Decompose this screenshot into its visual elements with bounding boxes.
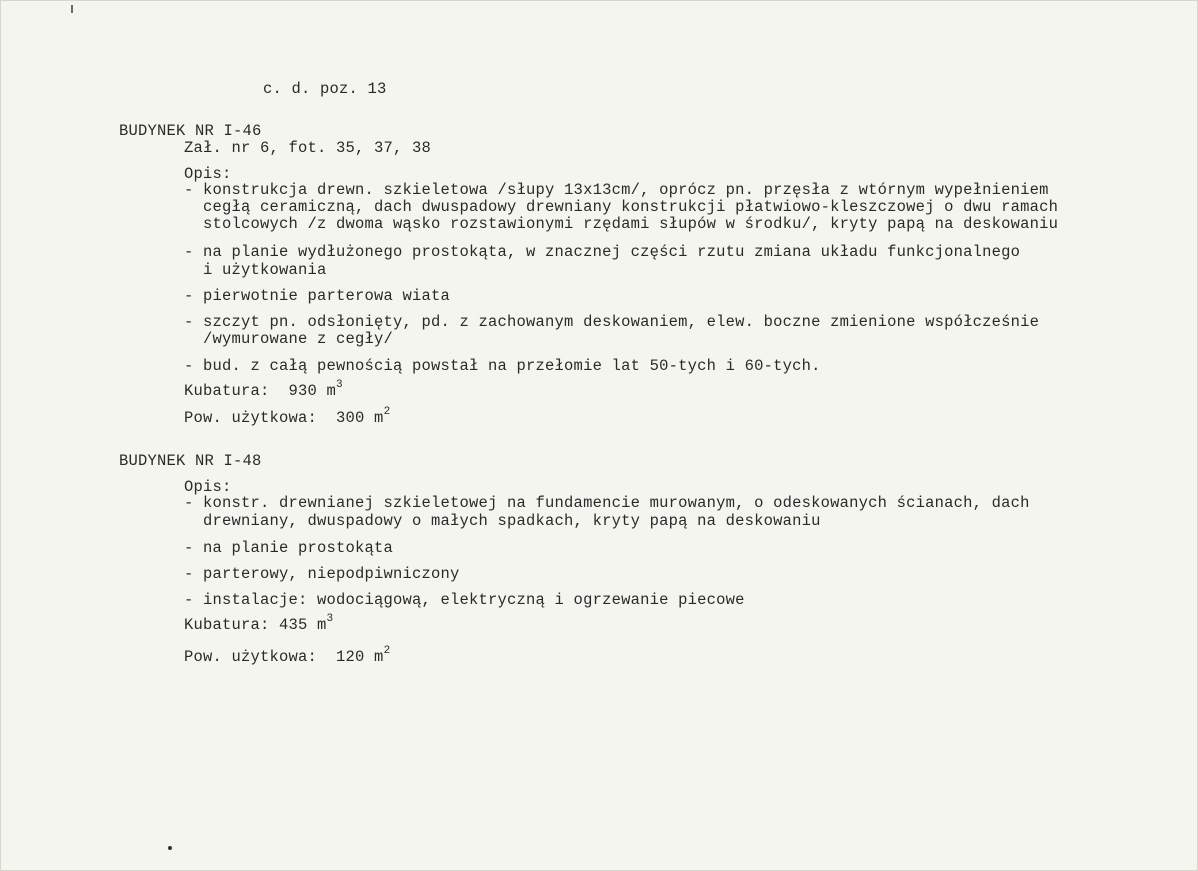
- building-2-item-line: drewniany, dwuspadowy o małych spadkach, kryty papą na deskowaniu: [184, 512, 821, 530]
- building-2-item-line: - instalacje: wodociągową, elektryczną i ogrzewanie piecowe: [184, 591, 745, 609]
- pow-exponent: 2: [383, 644, 391, 657]
- pow-label: Pow. użytkowa:: [184, 648, 318, 666]
- building-2-title: BUDYNEK NR I-48: [119, 452, 262, 470]
- continuation-header: c. d. poz. 13: [263, 80, 387, 98]
- building-1-title: BUDYNEK NR I-46: [119, 122, 262, 140]
- building-2-item-line: - na planie prostokąta: [184, 539, 394, 557]
- pow-value: 300 m: [336, 409, 384, 427]
- kubatura-value: 435 m: [279, 616, 327, 634]
- building-1-kubatura: [184, 378, 343, 400]
- building-2-opis-label: Opis:: [184, 478, 232, 496]
- building-1-item-line: - konstrukcja drewn. szkieletowa /słupy 13x13cm/, oprócz pn. przęsła z wtórnym wypełnieniem: [184, 181, 1049, 199]
- building-1-pow: [184, 405, 391, 427]
- kubatura-exponent: 3: [326, 612, 334, 625]
- building-1-item-line: cegłą ceramiczną, dach dwuspadowy drewniany konstrukcji płatwiowo-kleszczowej o dwu ramach: [184, 198, 1059, 216]
- ink-dot: [168, 846, 172, 850]
- kubatura-label: Kubatura:: [184, 382, 270, 400]
- building-2-pow: [184, 644, 391, 666]
- building-2-kubatura: [184, 612, 334, 634]
- pow-value: 120 m: [336, 648, 384, 666]
- building-1-item-line: stolcowych /z dwoma wąsko rozstawionymi rzędami słupów w środku/, kryty papą na deskowaniu: [184, 215, 1059, 233]
- building-1-opis-label: Opis:: [184, 165, 232, 183]
- building-2-item-line: - parterowy, niepodpiwniczony: [184, 565, 460, 583]
- punch-mark: [71, 5, 73, 13]
- kubatura-label: Kubatura:: [184, 616, 270, 634]
- building-1-item-line: - szczyt pn. odsłonięty, pd. z zachowanym deskowaniem, elew. boczne zmienione współcześnie: [184, 313, 1040, 331]
- kubatura-exponent: 3: [336, 378, 343, 391]
- pow-label: Pow. użytkowa:: [184, 409, 318, 427]
- building-1-item-line: i użytkowania: [184, 261, 327, 279]
- building-1-item-line: - bud. z całą pewnością powstał na przełomie lat 50-tych i 60-tych.: [184, 357, 821, 375]
- building-2-item-line: - konstr. drewnianej szkieletowej na fundamencie murowanym, o odeskowanych ścianach, dach: [184, 494, 1030, 512]
- kubatura-value: 930 m: [288, 382, 337, 400]
- building-1-attachment: Zał. nr 6, fot. 35, 37, 38: [184, 139, 432, 157]
- building-1-item-line: /wymurowane z cegły/: [184, 330, 394, 348]
- pow-exponent: 2: [383, 405, 391, 418]
- building-1-item-line: - na planie wydłużonego prostokąta, w znacznej części rzutu zmiana układu funkcjonalnego: [184, 243, 1021, 261]
- building-1-item-line: - pierwotnie parterowa wiata: [184, 287, 451, 305]
